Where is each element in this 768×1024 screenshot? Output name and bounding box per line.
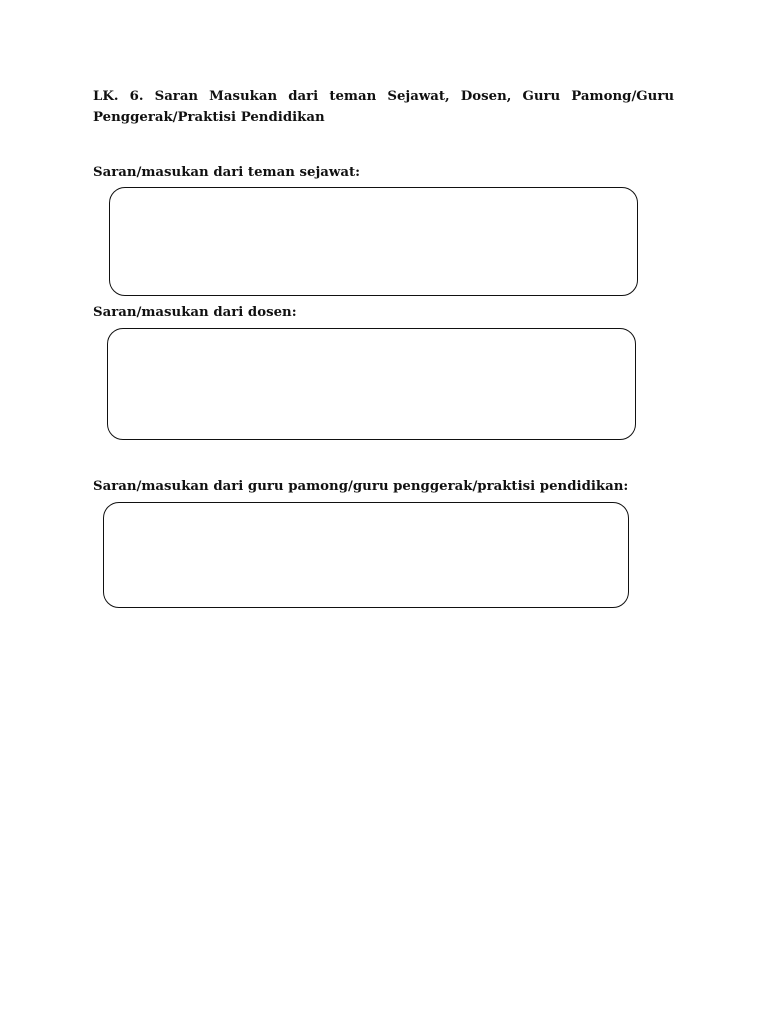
peer-feedback-label: Saran/masukan dari teman sejawat: bbox=[93, 165, 360, 180]
peer-feedback-box[interactable] bbox=[109, 187, 638, 296]
lecturer-feedback-label: Saran/masukan dari dosen: bbox=[93, 305, 297, 320]
teacher-practitioner-feedback-box[interactable] bbox=[103, 502, 629, 608]
teacher-practitioner-feedback-label: Saran/masukan dari guru pamong/guru penggerak/praktisi pendidikan: bbox=[93, 479, 629, 494]
document-title: LK. 6. Saran Masukan dari teman Sejawat, Dosen, Guru Pamong/Guru Penggerak/Praktisi Pendidikan bbox=[93, 89, 674, 125]
lecturer-feedback-box[interactable] bbox=[107, 328, 636, 440]
